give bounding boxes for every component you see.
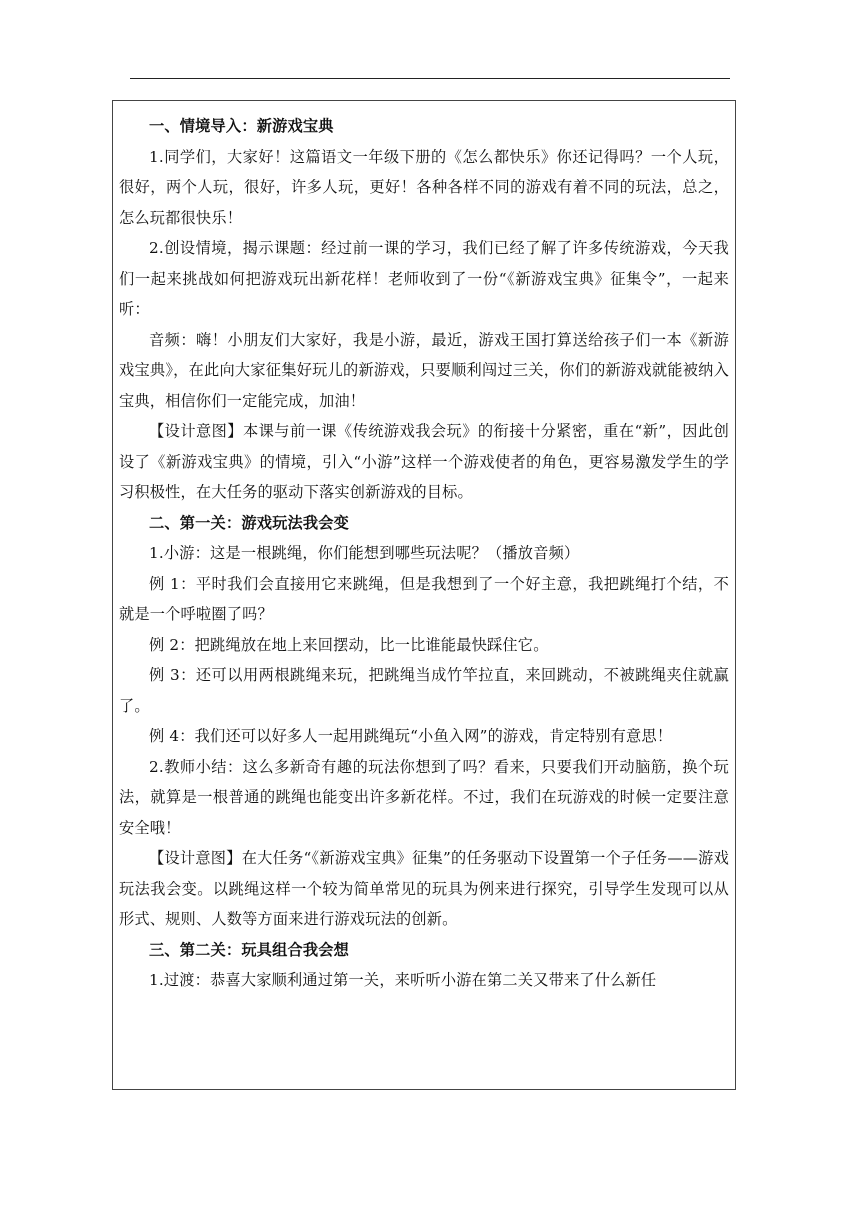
paragraph: 1.过渡：恭喜大家顺利通过第一关，来听听小游在第二关又带来了什么新任: [149, 971, 657, 989]
example-paragraph: 例 1：平时我们会直接用它来跳绳，但是我想到了一个好主意，我把跳绳打个结，不就是一个呼啦圈了吗？: [119, 574, 729, 623]
lesson-table-cell: [112, 100, 736, 1090]
example-paragraph: 例 4：我们还可以好多人一起用跳绳玩“小鱼入网”的游戏，肯定特别有意思！: [149, 727, 673, 745]
header-rule: [130, 78, 730, 79]
section-heading: 二、第一关：游戏玩法我会变: [149, 513, 350, 532]
lesson-content: [119, 111, 729, 996]
section-heading: 一、情境导入：新游戏宝典: [149, 117, 334, 135]
paragraph: 音频：嗨！小朋友们大家好，我是小游，最近，游戏王国打算送给孩子们一本《新游戏宝典》，在此向大家征集好玩儿的新游戏，只要顺利闯过三关，你们的新游戏就能被纳入宝典，相信你们一定能完成，加油！: [119, 330, 729, 410]
paragraph: 1.同学们，大家好！这篇语文一年级下册的《怎么都快乐》你还记得吗？一个人玩，很好，两个人玩，很好，许多人玩，更好！各种各样不同的游戏有着不同的玩法，总之，怎么玩都很快乐！: [119, 147, 729, 227]
example-paragraph: 例 2：把跳绳放在地上来回摆动，比一比谁能最快踩住它。: [149, 635, 549, 654]
paragraph: 1.小游：这是一根跳绳，你们能想到哪些玩法呢？（播放音频）: [149, 544, 580, 562]
section-heading: 三、第二关：玩具组合我会想: [149, 940, 350, 959]
paragraph: 2.教师小结：这么多新奇有趣的玩法你想到了吗？看来，只要我们开动脑筋，换个玩法，就算是一根普通的跳绳也能变出许多新花样。不过，我们在玩游戏的时候一定要注意安全哦！: [119, 757, 729, 837]
example-paragraph: 例 3：还可以用两根跳绳来玩，把跳绳当成竹竿拉直，来回跳动，不被跳绳夹住就赢了。: [119, 666, 729, 715]
paragraph: 2.创设情境，揭示课题：经过前一课的学习，我们已经了解了许多传统游戏，今天我们一起来挑战如何把游戏玩出新花样！老师收到了一份“《新游戏宝典》征集令”，一起来听：: [119, 239, 729, 318]
design-intent-paragraph: 【设计意图】本课与前一课《传统游戏我会玩》的衔接十分紧密，重在“新”，因此创设了《新游戏宝典》的情境，引入“小游”这样一个游戏使者的角色，更容易激发学生的学习积极性，在大任务的驱动下落实创新游戏的目标。: [119, 422, 729, 501]
design-intent-paragraph: 【设计意图】在大任务“《新游戏宝典》征集”的任务驱动下设置第一个子任务——游戏玩法我会变。以跳绳这样一个较为简单常见的玩具为例来进行探究，引导学生发现可以从形式、规则、人数等方面来进行游戏玩法的创新。: [119, 849, 729, 928]
